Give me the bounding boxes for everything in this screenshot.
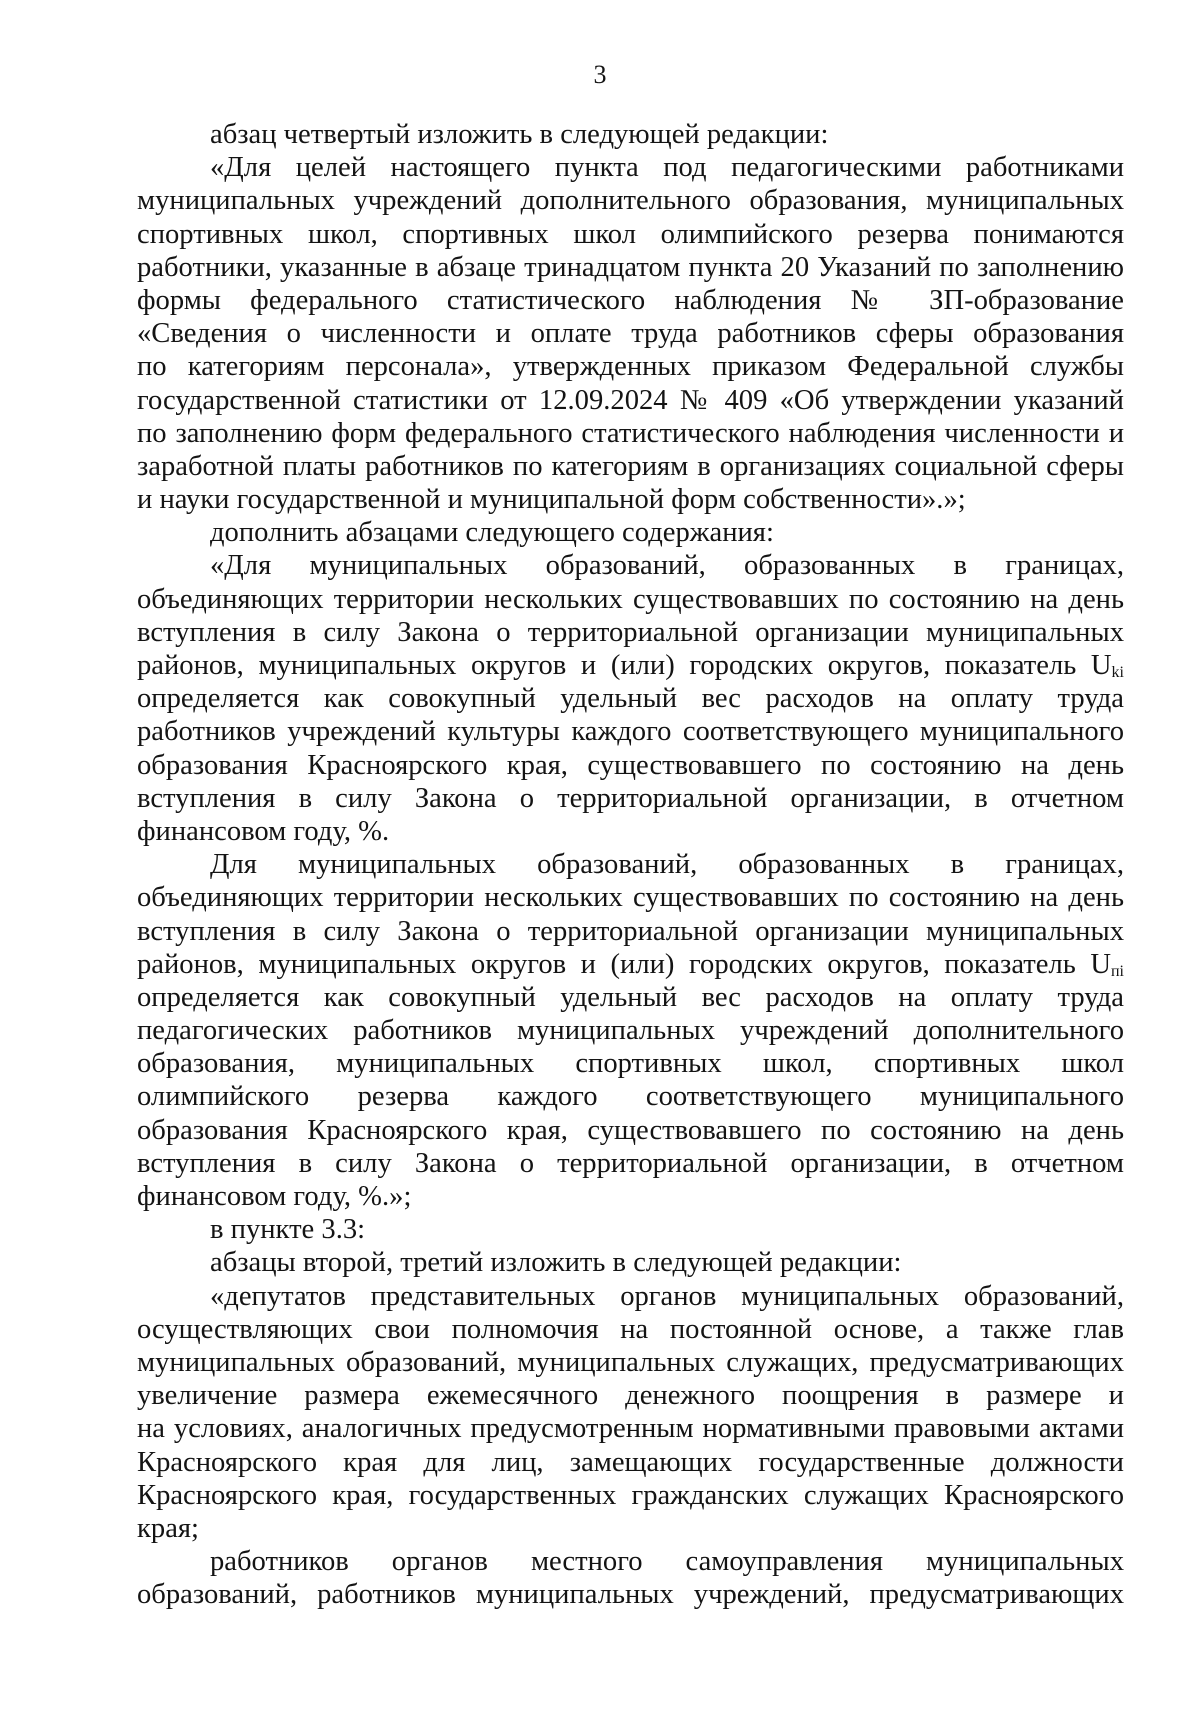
text-line bbox=[137, 1479, 1124, 1512]
text-line bbox=[137, 1014, 1124, 1047]
text-line-content: вступления в силу Закона о территориальной организации муниципальных bbox=[137, 915, 1124, 947]
text-line bbox=[137, 1213, 1124, 1246]
text-line bbox=[137, 1047, 1124, 1080]
text-line bbox=[137, 450, 1124, 483]
text-line-content: образования Красноярского края, существовавшего по состоянию на день bbox=[137, 749, 1124, 781]
text-line-content: муниципальных учреждений дополнительного образования, муниципальных bbox=[137, 185, 1124, 217]
text-line-content: и науки государственной и муниципальной форм собственности».»; bbox=[137, 484, 966, 516]
text-line bbox=[137, 749, 1124, 782]
text-line bbox=[137, 1512, 1124, 1545]
text-line bbox=[137, 151, 1124, 184]
text-line bbox=[137, 1313, 1124, 1346]
text-line bbox=[137, 981, 1124, 1014]
text-line bbox=[137, 1280, 1124, 1313]
text-line bbox=[137, 583, 1124, 616]
text-line bbox=[137, 782, 1124, 815]
text-line-content: «депутатов представительных органов муниципальных образований, bbox=[210, 1280, 1124, 1312]
text-line bbox=[137, 1346, 1124, 1379]
text-line-content: формы федерального статистического наблюдения № ЗП-образование bbox=[137, 284, 1124, 316]
text-line bbox=[137, 1379, 1124, 1412]
text-line bbox=[137, 1180, 1124, 1213]
text-line-content: вступления в силу Закона о территориальной организации, в отчетном bbox=[137, 782, 1124, 814]
text-line-content: педагогических работников муниципальных учреждений дополнительного bbox=[137, 1015, 1124, 1047]
text-line-content: абзац четвертый изложить в следующей редакции: bbox=[210, 119, 829, 150]
text-line bbox=[137, 549, 1124, 582]
text-line-content: вступления в силу Закона о территориальной организации, в отчетном bbox=[137, 1147, 1124, 1179]
variable-subscript: ki bbox=[1111, 664, 1124, 681]
text-line bbox=[137, 649, 1124, 682]
text-line-content: «Для муниципальных образований, образованных в границах, bbox=[210, 550, 1124, 582]
text-line-content: на условиях, аналогичных предусмотренным нормативными правовыми актами bbox=[137, 1413, 1124, 1445]
text-line-content: абзацы второй, третий изложить в следующей редакции: bbox=[210, 1247, 902, 1279]
text-line-content: районов, муниципальных округов и (или) городских округов, показатель U bbox=[137, 948, 1111, 980]
text-line bbox=[137, 417, 1124, 450]
text-line bbox=[137, 483, 1124, 516]
text-line-content: вступления в силу Закона о территориальной организации муниципальных bbox=[137, 616, 1124, 648]
text-line bbox=[137, 1446, 1124, 1479]
text-line bbox=[137, 184, 1124, 217]
page-number: 3 bbox=[593, 60, 607, 89]
text-line bbox=[137, 848, 1124, 881]
text-line-content: государственной статистики от 12.09.2024 № 409 «Об утверждении указаний bbox=[137, 384, 1124, 416]
text-line bbox=[137, 1147, 1124, 1180]
text-line-content: края; bbox=[137, 1512, 199, 1544]
text-line bbox=[137, 516, 1124, 549]
text-line bbox=[137, 948, 1124, 981]
text-line-content: работников учреждений культуры каждого соответствующего муниципального bbox=[137, 716, 1124, 748]
text-line-content: определяется как совокупный удельный вес расходов на оплату труда bbox=[137, 683, 1124, 715]
text-line bbox=[137, 350, 1124, 383]
text-line bbox=[137, 915, 1124, 948]
text-line-content: в пункте 3.3: bbox=[210, 1214, 366, 1246]
variable-subscript: пi bbox=[1110, 962, 1124, 980]
text-line-content: работников органов местного самоуправления муниципальных bbox=[210, 1546, 1124, 1578]
text-line-content: образований, работников муниципальных учреждений, предусматривающих bbox=[137, 1579, 1124, 1611]
text-line-content: работники, указанные в абзаце тринадцатом пункта 20 Указаний по заполнению bbox=[137, 251, 1124, 283]
text-line bbox=[137, 616, 1124, 649]
text-line bbox=[137, 118, 1124, 151]
text-line bbox=[137, 881, 1124, 914]
text-line-content: финансовом году, %. bbox=[137, 815, 390, 847]
text-line-content: определяется как совокупный удельный вес расходов на оплату труда bbox=[137, 981, 1124, 1013]
text-line-content: заработной платы работников по категориям в организациях социальной сферы bbox=[137, 450, 1124, 482]
text-line-content: дополнить абзацами следующего содержания: bbox=[210, 517, 774, 549]
text-line-content: спортивных школ, спортивных школ олимпийского резерва понимаются bbox=[137, 218, 1124, 250]
text-line-content: объединяющих территории нескольких существовавших по состоянию на день bbox=[137, 583, 1124, 615]
text-line-content: образования, муниципальных спортивных школ, спортивных школ bbox=[137, 1048, 1124, 1080]
text-line-content: олимпийского резерва каждого соответствующего муниципального bbox=[137, 1081, 1124, 1113]
text-line bbox=[137, 1578, 1124, 1611]
text-line bbox=[137, 1114, 1124, 1147]
text-line bbox=[137, 384, 1124, 417]
text-line-content: муниципальных образований, муниципальных служащих, предусматривающих bbox=[137, 1346, 1124, 1378]
text-line bbox=[137, 1412, 1124, 1445]
text-line-content: Красноярского края, государственных гражданских служащих Красноярского bbox=[137, 1479, 1124, 1511]
text-line-content: Красноярского края для лиц, замещающих государственные должности bbox=[137, 1446, 1124, 1478]
text-line bbox=[137, 815, 1124, 848]
text-line-content: образования Красноярского края, существовавшего по состоянию на день bbox=[137, 1114, 1124, 1146]
text-line-content: увеличение размера ежемесячного денежного поощрения в размере и bbox=[137, 1380, 1124, 1412]
text-line-content: по категориям персонала», утвержденных приказом Федеральной службы bbox=[137, 351, 1124, 383]
document-body bbox=[137, 118, 1124, 1611]
text-line bbox=[137, 715, 1124, 748]
text-line-content: районов, муниципальных округов и (или) городских округов, показатель U bbox=[137, 650, 1112, 681]
text-line-content: осуществляющих свои полномочия на постоянной основе, а также глав bbox=[137, 1313, 1124, 1345]
text-line bbox=[137, 1246, 1124, 1279]
text-line bbox=[137, 284, 1124, 317]
text-line-content: Для муниципальных образований, образованных в границах, bbox=[210, 849, 1124, 881]
text-line-content: «Сведения о численности и оплате труда работников сферы образования bbox=[137, 318, 1124, 350]
text-line-content: «Для целей настоящего пункта под педагогическими работниками bbox=[210, 152, 1124, 184]
text-line-content: объединяющих территории нескольких существовавших по состоянию на день bbox=[137, 882, 1124, 914]
text-line bbox=[137, 218, 1124, 251]
text-line-content: по заполнению форм федерального статистического наблюдения численности и bbox=[137, 417, 1124, 449]
text-line bbox=[137, 251, 1124, 284]
text-line bbox=[137, 682, 1124, 715]
text-line bbox=[137, 317, 1124, 350]
text-line-content: финансовом году, %.»; bbox=[137, 1181, 412, 1212]
text-line bbox=[137, 1545, 1124, 1578]
text-line bbox=[137, 1080, 1124, 1113]
